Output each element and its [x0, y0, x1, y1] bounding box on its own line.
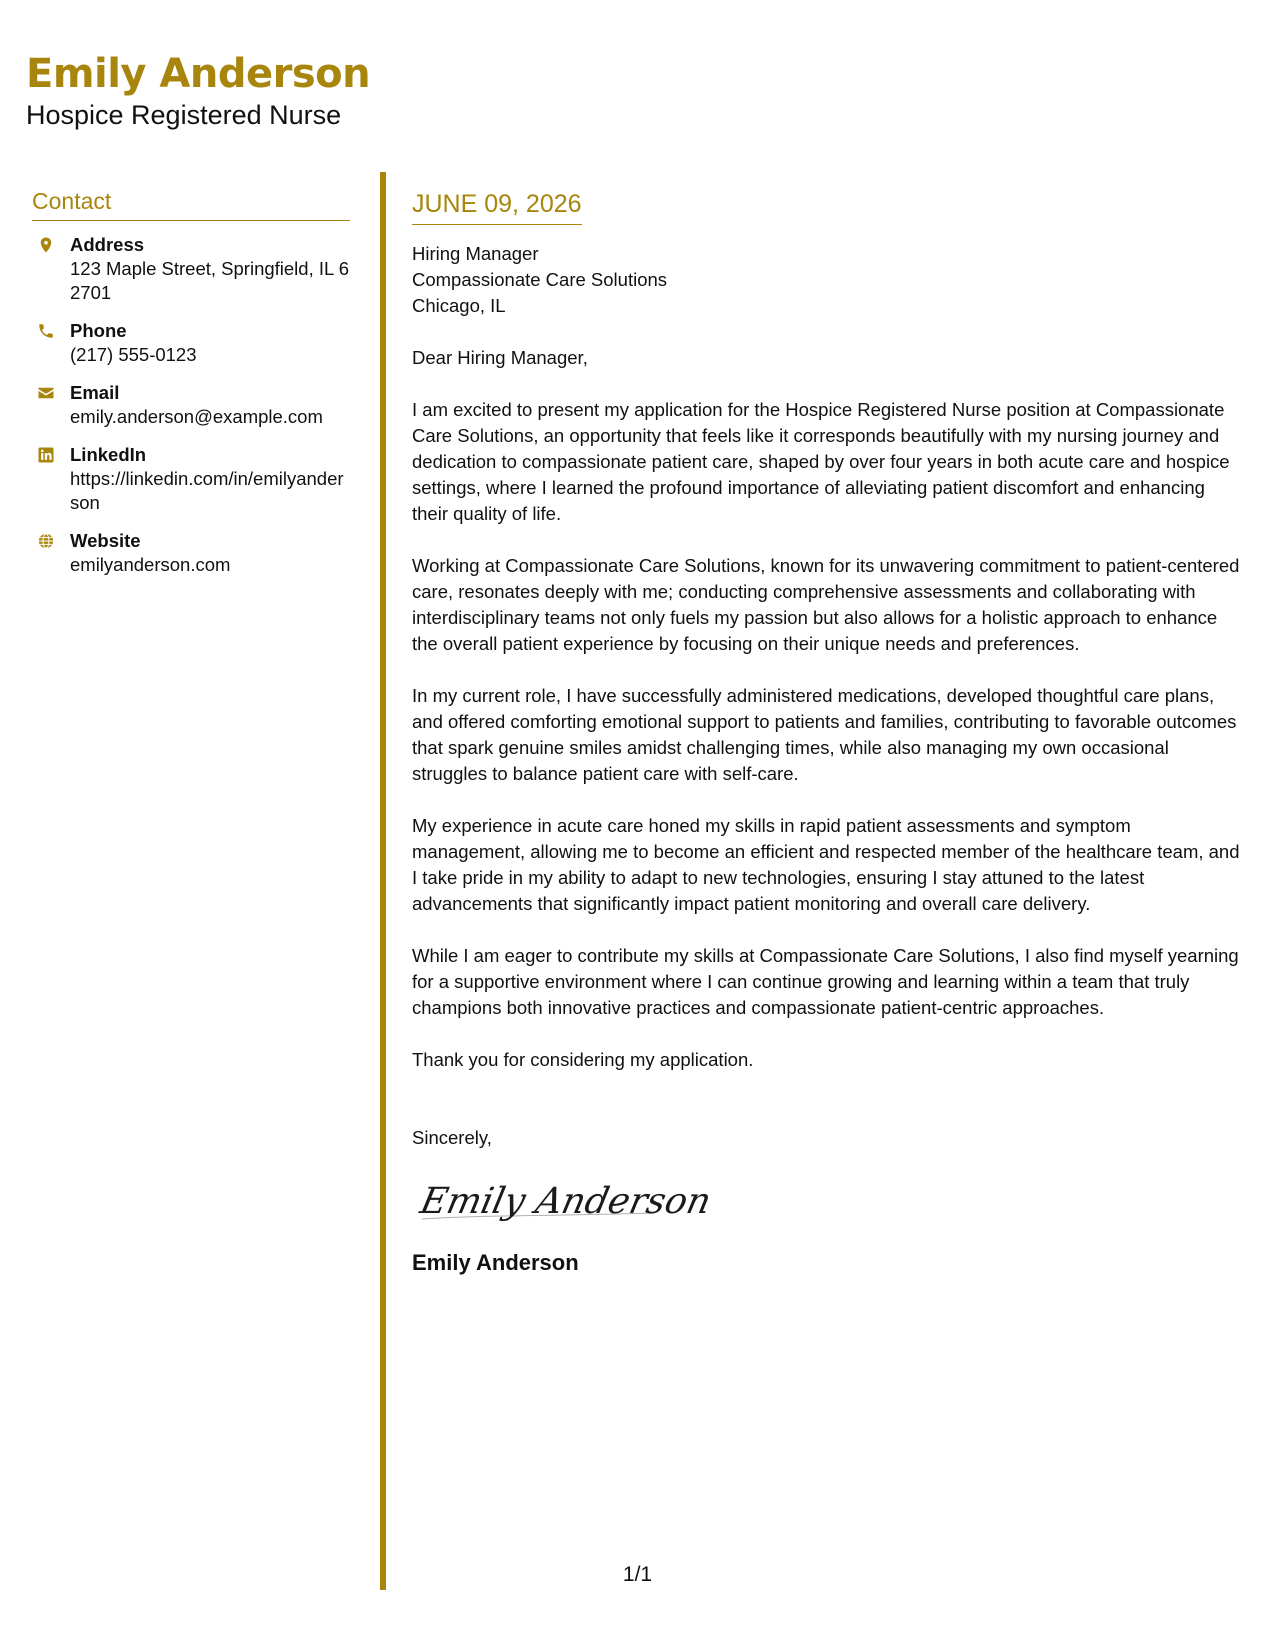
map-pin-icon: [36, 233, 56, 257]
email-value: emily.anderson@example.com: [70, 406, 323, 427]
phone-value: (217) 555-0123: [70, 344, 197, 365]
contact-sidebar: [32, 186, 350, 591]
recipient-company: Compassionate Care Solutions: [412, 269, 668, 290]
contact-label: Email: [70, 382, 120, 403]
letter-paragraph: Working at Compassionate Care Solutions, known for its unwavering commitment to patient-centered care, resonates deeply with me; conducting comprehensive assessments and collaborating with interdisciplinary teams not only fuels my passion but also allows for a holistic approach to enhance the overall patient experience by focusing on their unique needs and preferences.: [412, 555, 1240, 654]
address-value: 123 Maple Street, Springfield, IL 62701: [70, 258, 350, 303]
recipient-title: Hiring Manager: [412, 243, 539, 264]
vertical-divider: [380, 172, 386, 1590]
letter-paragraph: While I am eager to contribute my skills at Compassionate Care Solutions, I also find myself yearning for a supportive environment where I can continue growing and learning within a team that truly champions both innovative practices and compassionate patient-centric approaches.: [412, 945, 1239, 1018]
contact-item-address: [32, 233, 350, 305]
contact-label: Phone: [70, 320, 127, 341]
website-value[interactable]: emilyanderson.com: [70, 554, 231, 575]
letter-date: JUNE 09, 2026: [412, 188, 582, 225]
signer-name: Emily Anderson: [412, 1250, 579, 1275]
closing: Sincerely,: [412, 1127, 492, 1148]
contact-label: LinkedIn: [70, 444, 147, 465]
resume-header: [26, 48, 370, 132]
signature-graphic: [416, 1169, 715, 1233]
contact-list: [32, 233, 350, 577]
letter-paragraph: In my current role, I have successfully administered medications, developed thoughtful care plans, and offered comforting emotional support to patients and families, contributing to favorable outcomes that spark genuine smiles amidst challenging times, while also managing my own occasional struggles to balance patient care with self-care.: [412, 685, 1237, 784]
letter-paragraph: Thank you for considering my application.: [412, 1049, 754, 1070]
envelope-icon: [36, 381, 56, 405]
applicant-role: Hospice Registered Nurse: [26, 100, 342, 130]
greeting: Dear Hiring Manager,: [412, 347, 588, 368]
contact-item-website: [32, 529, 350, 577]
contact-item-email: [32, 381, 350, 429]
phone-icon: [36, 319, 56, 343]
contact-label: Address: [70, 234, 145, 255]
recipient-location: Chicago, IL: [412, 295, 506, 316]
applicant-name: Emily Anderson: [26, 51, 371, 97]
contact-item-phone: [32, 319, 350, 367]
page-number: [0, 1562, 1275, 1588]
letter-paragraph: I am excited to present my application for the Hospice Registered Nurse position at Compassionate Care Solutions, an opportunity that feels like it corresponds beautifully with my nursing journey and dedication to compassionate patient care, shaped by over four years in both acute care and hospice settings, where I learned the profound importance of alleviating patient discomfort and enhancing their quality of life.: [412, 399, 1230, 524]
linkedin-value[interactable]: https://linkedin.com/in/emilyanderson: [70, 468, 344, 513]
linkedin-icon: [36, 443, 56, 467]
signature-text: Emily Anderson: [416, 1179, 715, 1222]
handwritten-signature: [416, 1169, 1244, 1239]
page-number-text: 1/1: [622, 1563, 653, 1586]
globe-icon: [36, 529, 56, 553]
letter-body: [412, 188, 1244, 1277]
letter-paragraph: My experience in acute care honed my skills in rapid patient assessments and symptom management, allowing me to become an efficient and respected member of the healthcare team, and I take pride in my ability to adapt to new technologies, ensuring I stay attuned to the latest advancements that significantly impact patient monitoring and overall care delivery.: [412, 815, 1240, 914]
contact-item-linkedin: [32, 443, 350, 515]
contact-label: Website: [70, 530, 141, 551]
recipient-block: [412, 241, 1244, 319]
contact-heading: Contact: [32, 186, 350, 221]
